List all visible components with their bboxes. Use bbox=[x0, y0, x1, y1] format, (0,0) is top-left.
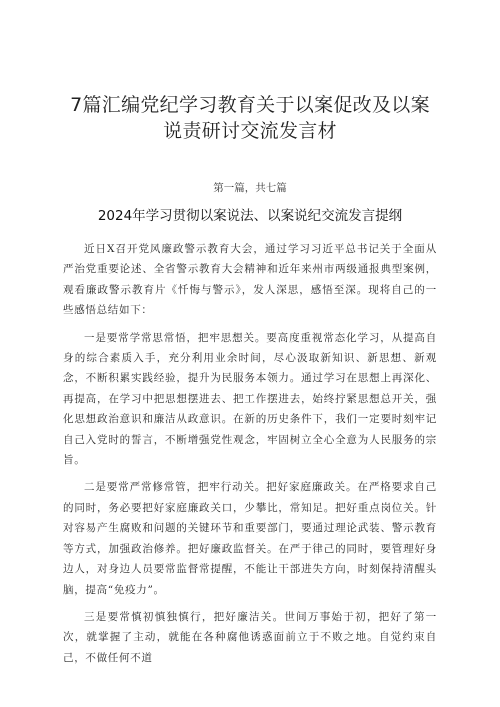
paragraph-point-2: 二是要常严常修常管，把牢行动关。把好家庭廉政关。在严格要求自己的同时，务必要把好家庭廉政关口，少攀比，常知足。把好重点岗位关。针对容易产生腐败和问题的关键环节和重要部门，要通过理论武装、警示教育等方式，加强政治修养。把好廉政监督关。在严于律己的同时，要管理好身边人，对身边人员要常监督常提醒，不能让干部进失方向，时刻保持清醒头脑，提高“免疫力”。 bbox=[63, 481, 437, 596]
section-title: 2024年学习贯彻以案说法、以案说纪交流发言提纲 bbox=[97, 208, 403, 224]
part-label: 第一篇，共七篇 bbox=[213, 182, 287, 194]
paragraph-point-3: 三是要常慎初慎独慎行，把好廉洁关。世间万事始于初，把好了第一次，就掌握了主动，就能在各种腐他诱惑面前立于不败之地。自觉约束自己，不做任何不道 bbox=[63, 610, 437, 664]
paragraph-point-1: 一是要常学常思常悟，把牢思想关。要高度重视常态化学习，从提高自身的综合素质入手，充分利用业余时间，尽心汲取新知识、新思想、新观念，不断积累实践经验，提升为民服务本领力。通过学习在思想上再深化、再提高，在学习中把思想摆进去、把工作摆进去，始终拧紧思想总开关，强化思想政治意识和廉洁从政意识。在新的历史条件下，我们一定要时刻牢记自己入党时的誓言，不断增强党性观念，牢固树立全心全意为人民服务的宗旨。 bbox=[63, 331, 437, 467]
document-title: 7篇汇编党纪学习教育关于以案促改及以案说责研讨交流发言材 bbox=[70, 94, 430, 142]
paragraph-intro: 近日X召开党风廉政警示教育大会，通过学习习近平总书记关于全面从严治党重要论述、全省警示教育大会精神和近年来州市两级通报典型案例，观看廉政警示教育片《忏悔与警示》，发人深思，感悟至深。现将自己的一些感悟总结如下： bbox=[63, 243, 437, 317]
